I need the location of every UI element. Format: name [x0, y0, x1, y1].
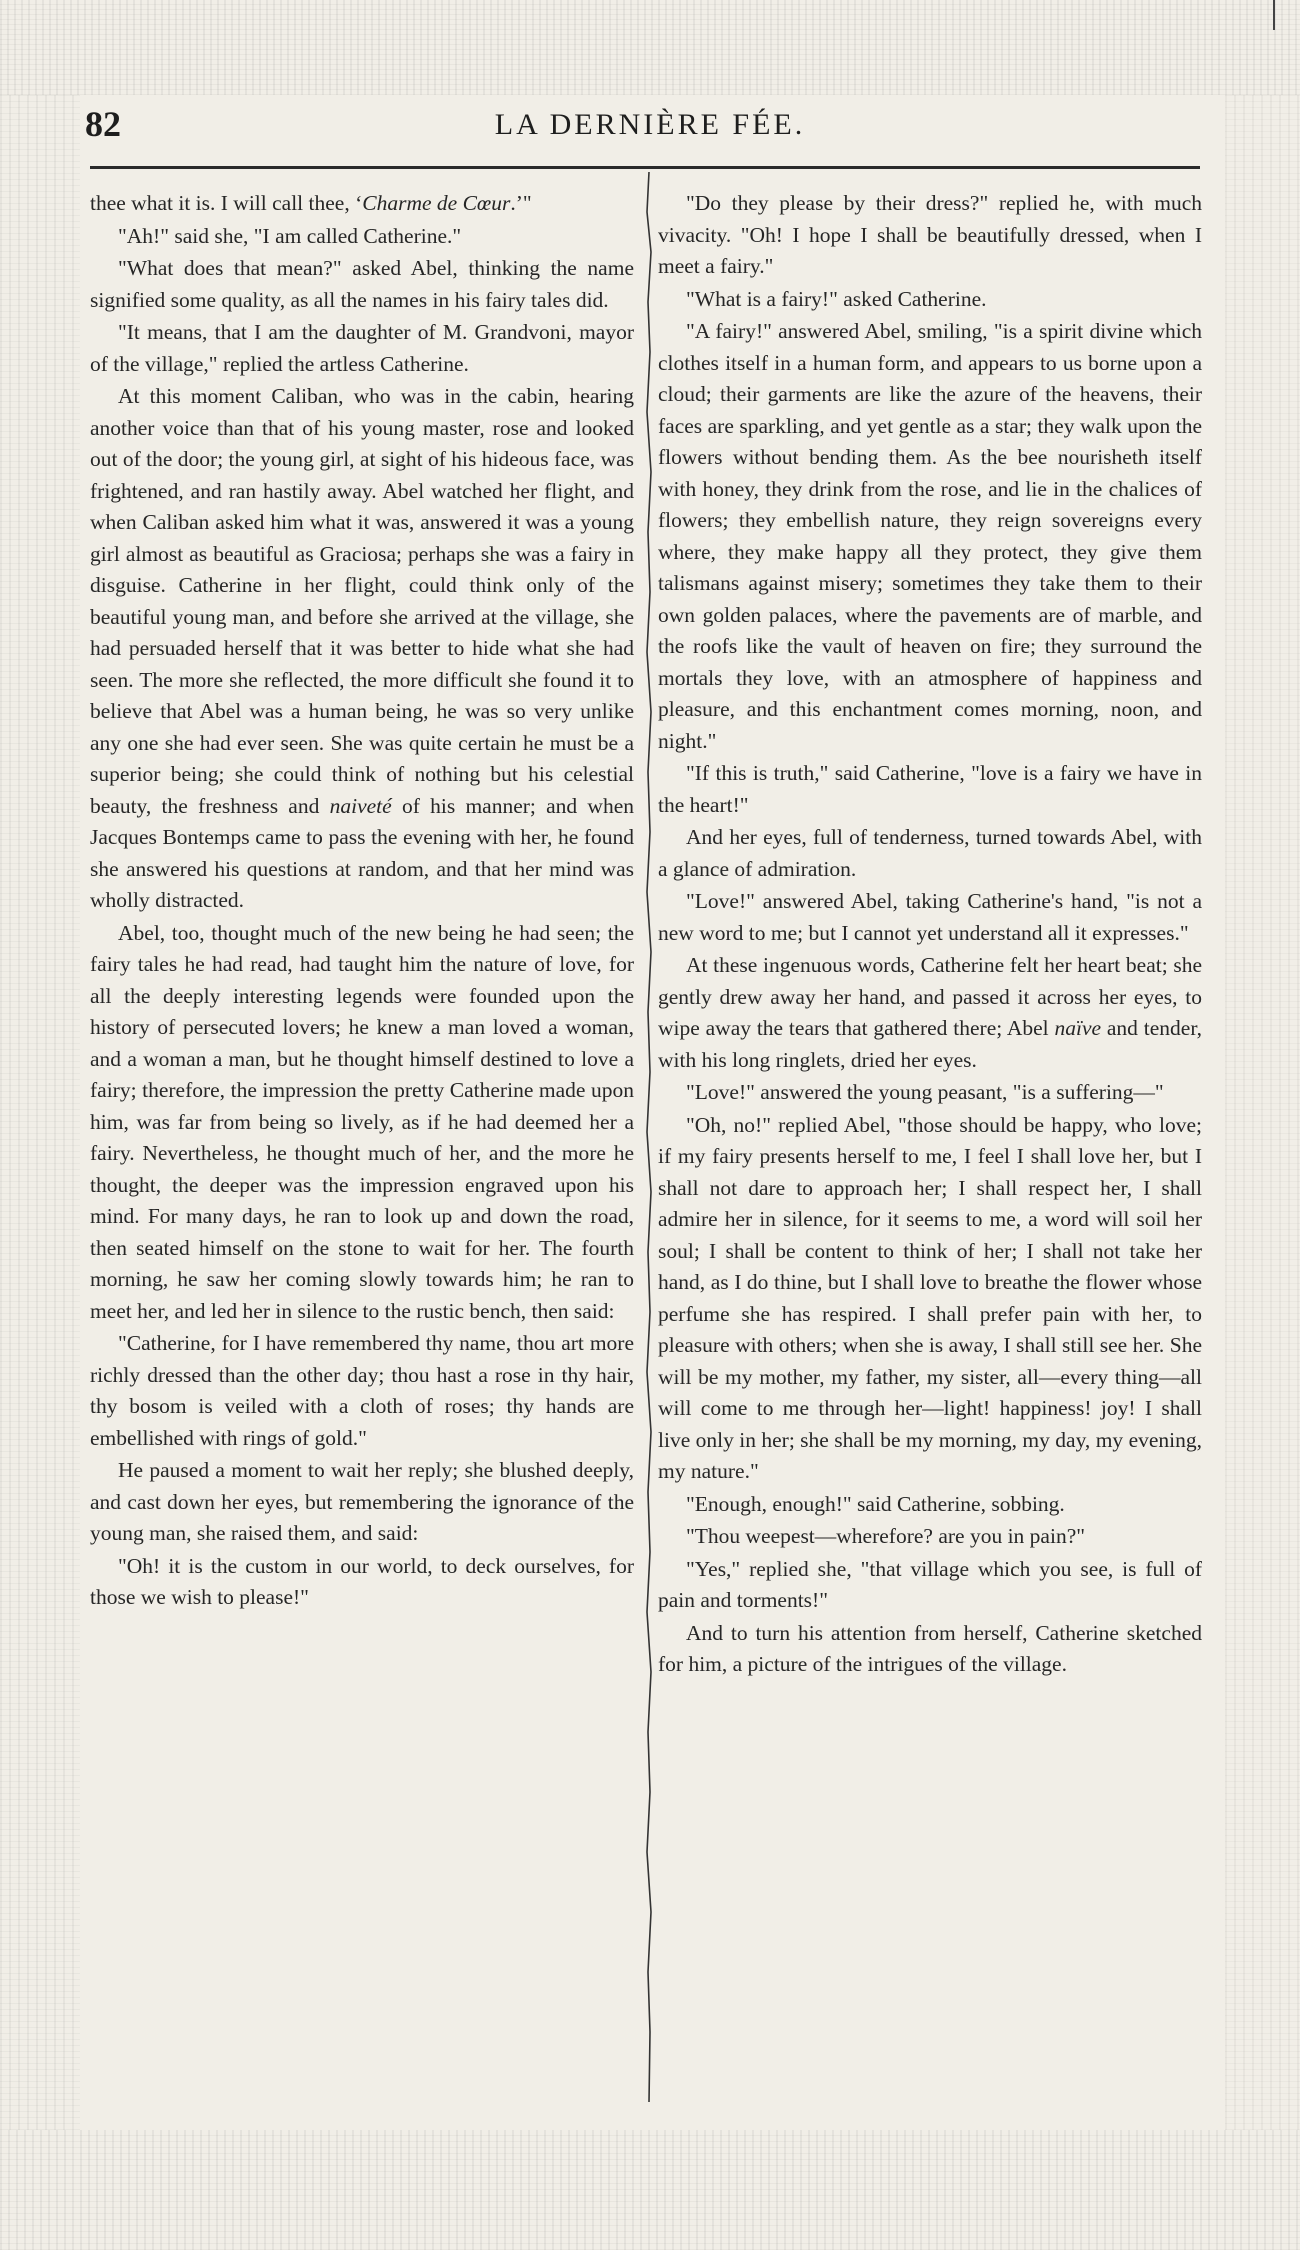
column-divider: [645, 172, 653, 2102]
paragraph: "What is a fairy!" asked Catherine.: [686, 286, 987, 311]
scan-noise-top: [0, 0, 1300, 95]
paragraph: And her eyes, full of tenderness, turned towards Abel, with a glance of admiration.: [658, 825, 1202, 881]
paragraph: "What does that mean?" asked Abel, thinking the name signified some quality, as all the names in his fairy tales did.: [90, 256, 634, 312]
paragraph: "Oh, no!" replied Abel, "those should be happy, who love; if my fairy presents herself to me, I feel I shall love her, but I shall not dare to approach her; I shall respect her, I shall admire her in silence, for it seems to me, a word will soil her soul; I shall be content to think of her; I shall not take her hand, as I do thine, but I shall love to breathe the flower whose perfume she has respired. I shall prefer pain with her, to pleasure with others; when she is away, I shall still see her. She will be my mother, my father, my sister, all—every thing—all will come to me through her—light! happiness! joy! I shall live only in her; she shall be my morning, my day, my evening, my nature.": [658, 1112, 1202, 1483]
page-edge-mark: [1273, 0, 1275, 30]
scan-noise-left: [0, 95, 80, 2130]
right-column: [658, 188, 1202, 2108]
header-rule: [90, 166, 1200, 169]
paragraph: "It means, that I am the daughter of M. Grandvoni, mayor of the village," replied the artless Catherine.: [90, 320, 634, 376]
scan-noise-right: [1225, 95, 1300, 2130]
paragraph: At this moment Caliban, who was in the cabin, hearing another voice than that of his young master, rose and looked out of the door; the young girl, at sight of his hideous face, was frightened, and ran hastily away. Abel watched her flight, and when Caliban asked him what it was, answered it was a young girl almost as beautiful as Graciosa; perhaps she was a fairy in disguise. Catherine in her flight, could think only of the beautiful young man, and before she arrived at the village, she had persuaded herself that it was better to hide what she had seen. The more she reflected, the more difficult she found it to believe that Abel was a human being, he was so very unlike any one she had ever seen. She was quite certain he must be a superior being; she could think of nothing but his celestial beauty, the freshness and naiveté of his manner; and when Jacques Bontemps came to pass the evening with her, he found she answered his questions at random, and that her mind was wholly distracted.: [90, 384, 634, 912]
paragraph: "Ah!" said she, "I am called Catherine.": [118, 223, 462, 248]
scan-noise-bottom: [0, 2130, 1300, 2250]
paragraph: And to turn his attention from herself, Catherine sketched for him, a picture of the intrigues of the village.: [658, 1620, 1202, 1676]
paragraph: "A fairy!" answered Abel, smiling, "is a spirit divine which clothes itself in a human form, and appears to us borne upon a cloud; their garments are like the azure of the heavens, their faces are sparkling, and yet gentle as a star; they walk upon the flowers without bending them. As the bee nourisheth itself with honey, they drink from the rose, and lie in the chalices of flowers; they embellish nature, they reign sovereigns every where, they make happy all they protect, they give them talismans against misery; sometimes they take them to their own golden palaces, where the pavements are of marble, and the roofs like the vault of heaven on fire; they surround the mortals they love, with an atmosphere of happiness and pleasure, and this enchantment comes morning, noon, and night.": [658, 319, 1202, 753]
running-title: LA DERNIÈRE FÉE.: [494, 108, 806, 141]
paragraph: He paused a moment to wait her reply; she blushed deeply, and cast down her eyes, but remembering the ignorance of the young man, she raised them, and said:: [90, 1458, 634, 1545]
paragraph: At these ingenuous words, Catherine felt her heart beat; she gently drew away her hand, and passed it across her eyes, to wipe away the tears that gathered there; Abel naïve and tender, with his long ringlets, dried her eyes.: [658, 953, 1202, 1072]
paragraph: thee what it is. I will call thee, ‘Charme de Cœur.’": [90, 191, 532, 215]
paragraph: "Do they please by their dress?" replied he, with much vivacity. "Oh! I hope I shall be beautifully dressed, when I meet a fairy.": [658, 191, 1202, 278]
paragraph: "Love!" answered Abel, taking Catherine's hand, "is not a new word to me; but I cannot yet understand all it expresses.": [658, 889, 1202, 945]
paragraph: "Oh! it is the custom in our world, to deck ourselves, for those we wish to please!": [90, 1553, 634, 1609]
paragraph: "Catherine, for I have remembered thy name, thou art more richly dressed than the other day; thou hast a rose in thy hair, thy bosom is veiled with a cloth of roses; thy hands are embellished with rings of gold.": [90, 1331, 634, 1450]
paragraph: "Love!" answered the young peasant, "is a suffering—": [686, 1080, 1164, 1104]
paragraph: Abel, too, thought much of the new being he had seen; the fairy tales he had read, had taught him the nature of love, for all the deeply interesting legends were founded upon the history of persecuted lovers; he knew a man loved a woman, and a woman a man, but he thought himself destined to love a fairy; therefore, the impression the pretty Catherine made upon him, was far from being so lively, as if he had deemed her a fairy. Nevertheless, he thought much of her, and the more he thought, the deeper was the impression engraved upon his mind. For many days, he ran to look up and down the road, then seated himself on the stone to wait for her. The fourth morning, he saw her coming slowly towards him; he ran to meet her, and led her in silence to the rustic bench, then said:: [90, 920, 634, 1323]
paragraph: "Enough, enough!" said Catherine, sobbing.: [686, 1491, 1065, 1516]
paragraph: "Thou weepest—wherefore? are you in pain?": [686, 1524, 1086, 1548]
page-number: 82: [85, 104, 121, 144]
paragraph: "Yes," replied she, "that village which you see, is full of pain and torments!": [658, 1556, 1202, 1612]
left-column: [90, 188, 634, 2108]
paragraph: "If this is truth," said Catherine, "love is a fairy we have in the heart!": [658, 761, 1202, 817]
